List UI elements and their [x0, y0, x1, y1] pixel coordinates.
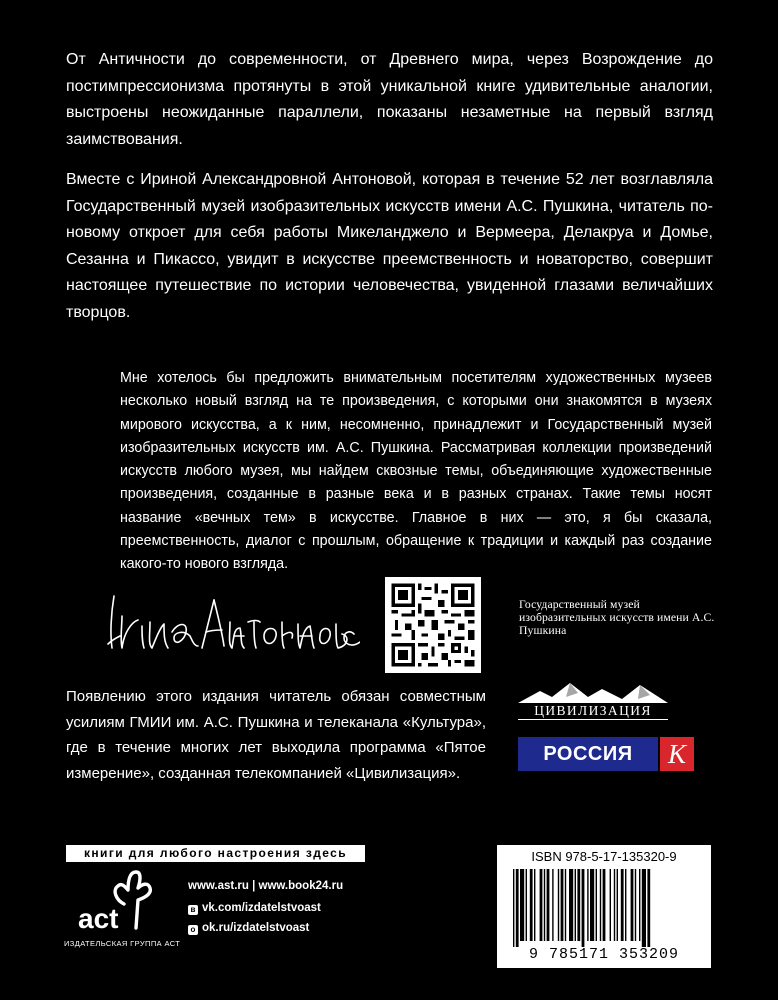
- ok-link[interactable]: ok.ru/izdatelstvoast: [202, 922, 310, 934]
- intro-paragraph: От Античности до современности, от Древнего мира, через Возрождение до постимпрессионизма протянуты в этой уникальной книге удивительные аналогии, выстроены неожиданные параллели, показаны незаметные на первый взгляд заимствования.: [66, 51, 713, 148]
- kultura-logo-box: [660, 737, 694, 771]
- barcode-bar: [569, 869, 573, 941]
- barcode-bar: [565, 869, 566, 941]
- barcode-bar: [552, 869, 553, 941]
- barcode-icon: [511, 869, 701, 947]
- barcode-bar: [590, 869, 594, 941]
- barcode-digits: 9 785171 353209: [528, 946, 680, 963]
- barcode-bar: [513, 869, 514, 947]
- barcode-bar: [639, 869, 640, 941]
- barcode-bar: [540, 869, 543, 941]
- barcode-bar: [587, 869, 588, 941]
- publisher-websites-link[interactable]: www.ast.ru | www.book24.ru: [188, 880, 344, 892]
- barcode-bar: [526, 869, 527, 941]
- barcode-bar: [544, 869, 545, 941]
- barcode-bar: [625, 869, 626, 941]
- publisher-group-name: ИЗДАТЕЛЬСКАЯ ГРУППА АСТ: [64, 939, 181, 948]
- barcode-bar: [596, 869, 597, 941]
- isbn-barcode-box: [497, 845, 711, 968]
- author-quote: Мне хотелось бы предложить внимательным посетителям художественных музеев несколько новый взгляд на те произведения, с которыми они знакомятся в музеях мирового искусства, а к ним, несомненно, принадлежит и Государственный музей изобразительных искусств им. А.С. Пушкина. Рассматривая коллекции произведений искусств любого музея, мы найдем сквозные темы, объединяющие художественные произведения, созданные в разные века и в разных странах. Такие темы носят название «вечных тем» в искусстве. Главное в них — это, я бы сказала, преемственность, диалог с прошлым, обращение к традиции и каждый раз создание какого-то нового взгляда.: [120, 370, 712, 573]
- barcode-bar: [610, 869, 611, 941]
- barcode-bar: [561, 869, 564, 941]
- museum-name: Государственный музей изобразительных искусств имени А.С. Пушкина: [519, 598, 715, 637]
- vk-icon: в: [188, 905, 198, 915]
- barcode-bar: [621, 869, 624, 941]
- ast-logo-letters: act: [78, 903, 119, 934]
- barcode-bar: [631, 869, 634, 941]
- russia-logo-text: РОССИЯ: [543, 742, 633, 765]
- barcode-bar: [614, 869, 615, 941]
- barcode-bar: [647, 869, 650, 947]
- barcode-bar: [520, 869, 524, 941]
- barcode-bar: [516, 869, 519, 947]
- ast-publisher-logo: [68, 866, 163, 936]
- publisher-tagline: книги для любого настроения здесь: [66, 845, 365, 862]
- barcode-bar: [600, 869, 601, 941]
- barcode-bar: [617, 869, 618, 941]
- barcode-bar: [642, 869, 646, 947]
- signature-handwriting: [98, 586, 360, 658]
- qr-code[interactable]: [385, 577, 481, 673]
- barcode-bar: [582, 869, 585, 947]
- vk-link[interactable]: vk.com/izdatelstvoast: [202, 902, 321, 914]
- acknowledgement-paragraph: Появлению этого издания читатель обязан совместным усилиям ГМИИ им. А.С. Пушкина и телеканала «Культура», где в течение многих лет выходила программа «Пятое измерение», созданная телекомпанией «Цивилизация».: [66, 688, 486, 782]
- barcode-bar: [575, 869, 576, 941]
- ok-icon: о: [188, 925, 198, 935]
- kultura-logo-letter: К: [668, 738, 686, 769]
- civilization-underline: [518, 719, 668, 720]
- barcode-bar: [635, 869, 636, 941]
- barcode-bar: [603, 869, 606, 941]
- isbn-number: ISBN 978-5-17-135320-9: [531, 849, 677, 864]
- russia-logo-box: [518, 737, 658, 771]
- barcode-bar: [547, 869, 550, 941]
- civilization-logo-text: ЦИВИЛИЗАЦИЯ: [534, 703, 652, 718]
- description-paragraph: Вместе с Ириной Александровной Антоновой, которая в течение 52 лет возглавляла Государственный музей изобразительных искусств имени А.С. Пушкина, читатель по-новому откроет для себя работы Микеланджело и Вермеера, Делакруа и Домье, Сезанна и Пикассо, увидит в искусстве преемственность и новаторство, совершит настоящее путешествие по истории человечества, увиденной глазами величайших творцов.: [66, 171, 713, 321]
- barcode-bar: [558, 869, 559, 941]
- barcode-bar: [534, 869, 535, 941]
- russia-kultura-logo: [518, 737, 694, 771]
- barcode-bar: [577, 869, 580, 941]
- barcode-bar: [530, 869, 533, 941]
